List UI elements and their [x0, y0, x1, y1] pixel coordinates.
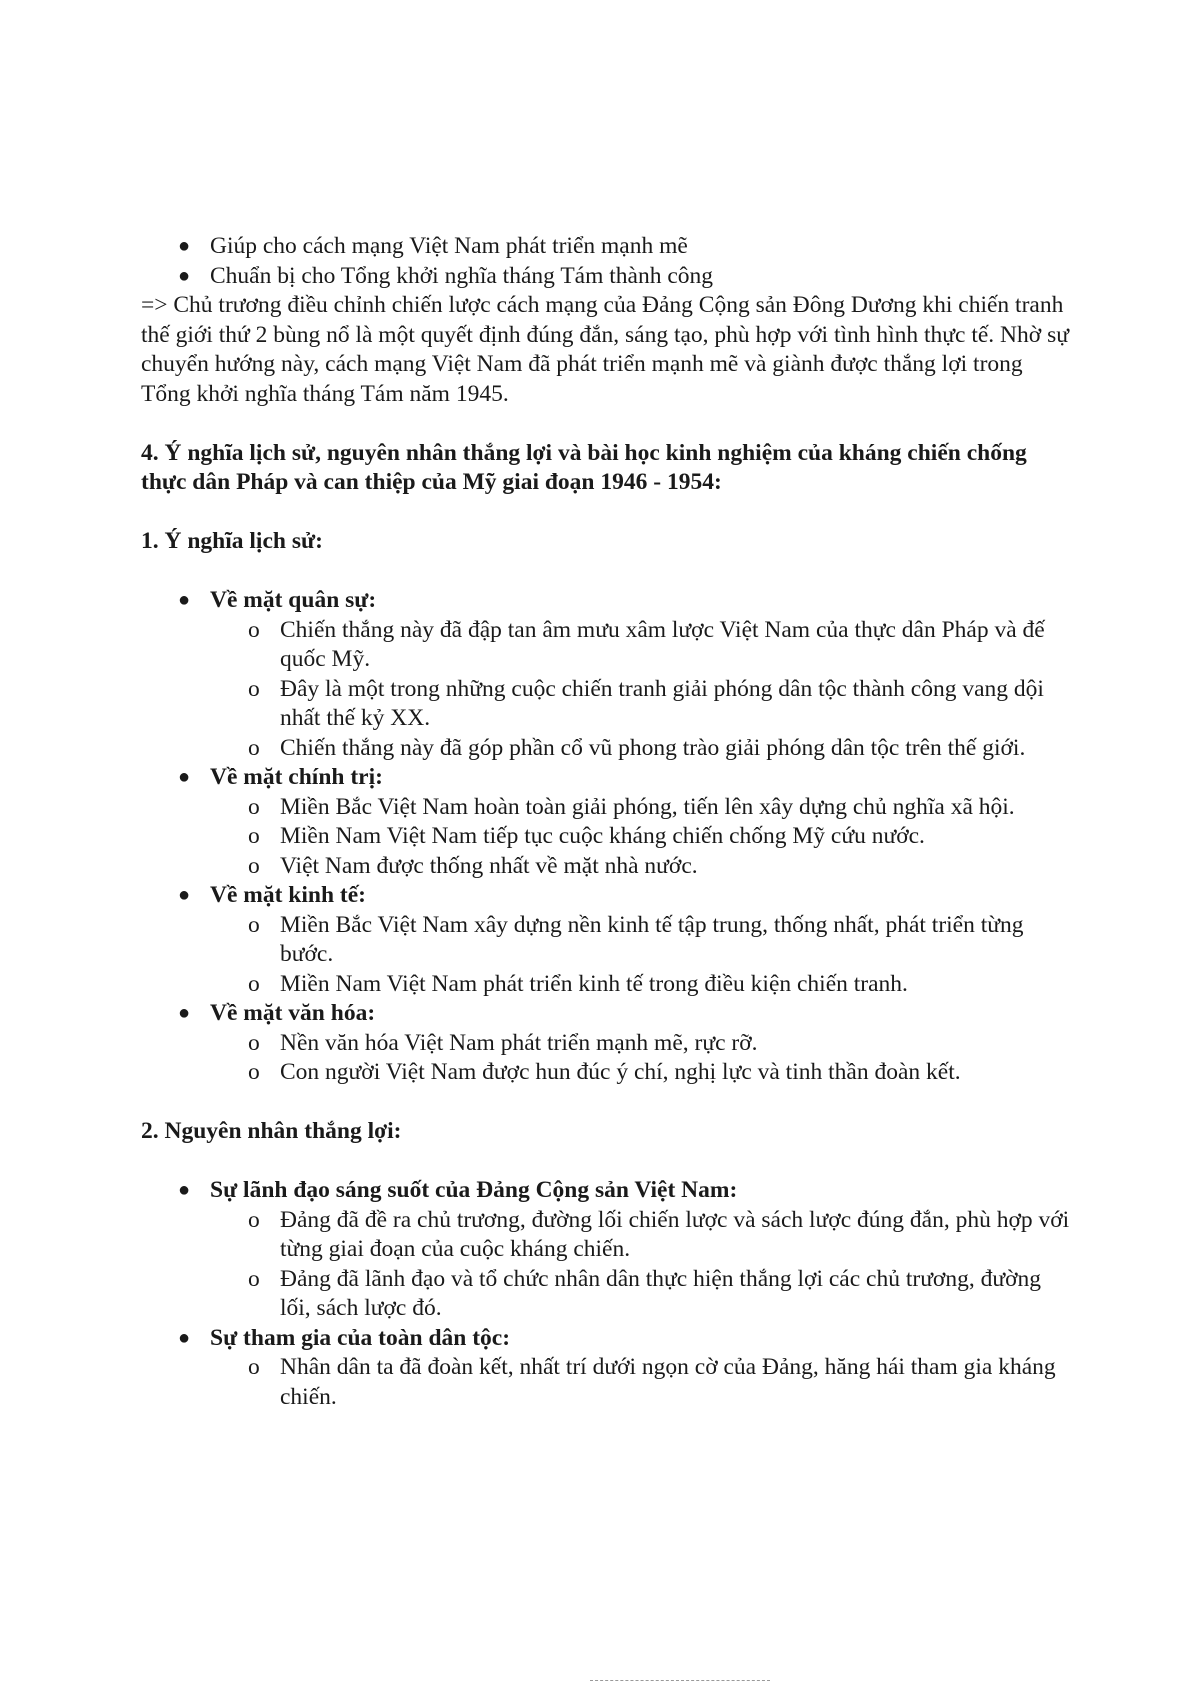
- sub-bullet-text: Đảng đã đề ra chủ trương, đường lối chiến lược và sách lược đúng đắn, phù hợp với từng giai đoạn của cuộc kháng chiến.: [280, 1206, 1070, 1262]
- sub-bullet-text: Chiến thắng này đã góp phần cổ vũ phong trào giải phóng dân tộc trên thế giới.: [280, 734, 1026, 761]
- sub-bullet-text: Miền Bắc Việt Nam hoàn toàn giải phóng, tiến lên xây dựng chủ nghĩa xã hội.: [280, 793, 1015, 820]
- bullet-text: Chuẩn bị cho Tổng khởi nghĩa tháng Tám thành công: [210, 262, 714, 289]
- bullet-item: [141, 262, 1071, 292]
- sub-bullet-text: Con người Việt Nam được hun đúc ý chí, nghị lực và tinh thần đoàn kết.: [280, 1059, 961, 1085]
- sub-bullet: [141, 1265, 1071, 1324]
- category-label: Sự lãnh đạo sáng suốt của Đảng Cộng sản Việt Nam:: [210, 1177, 738, 1203]
- sub-bullet: [141, 1058, 1071, 1088]
- category-bullet: [141, 881, 1071, 911]
- category-bullet: [141, 586, 1071, 616]
- circle-bullet-icon: o: [248, 616, 260, 643]
- category-bullet: [141, 999, 1071, 1029]
- circle-bullet-icon: o: [248, 793, 260, 820]
- sub-bullet-text: Miền Nam Việt Nam tiếp tục cuộc kháng chiến chống Mỹ cứu nước.: [280, 823, 925, 849]
- sub-bullet-text: Nền văn hóa Việt Nam phát triển mạnh mẽ, rực rỡ.: [280, 1029, 758, 1056]
- circle-bullet-icon: o: [248, 852, 260, 879]
- sub-bullet-text: Nhân dân ta đã đoàn kết, nhất trí dưới ngọn cờ của Đảng, hăng hái tham gia kháng chiến.: [280, 1354, 1056, 1410]
- sub-bullet: [141, 822, 1071, 852]
- bullet-dot-icon: ●: [178, 1002, 191, 1024]
- conclusion-paragraph: => Chủ trương điều chỉnh chiến lược cách mạng của Đảng Cộng sản Đông Dương khi chiến tranh thế giới thứ 2 bùng nổ là một quyết định đúng đắn, sáng tạo, phù hợp với tình hình thực tế. Nhờ sự chuyển hướng này, cách mạng Việt Nam đã phát triển mạnh mẽ và giành được thắng lợi trong Tổng khởi nghĩa tháng Tám năm 1945.: [141, 292, 1069, 407]
- category-label: Sự tham gia của toàn dân tộc:: [210, 1324, 511, 1351]
- sub-bullet-text: Đây là một trong những cuộc chiến tranh giải phóng dân tộc thành công vang dội nhất thế kỷ XX.: [280, 675, 1044, 731]
- circle-bullet-icon: o: [248, 1029, 260, 1056]
- circle-bullet-icon: o: [248, 970, 260, 997]
- sub-bullet-text: Miền Bắc Việt Nam xây dựng nền kinh tế tập trung, thống nhất, phát triển từng bước.: [280, 911, 1024, 967]
- category-bullet: [141, 1176, 1071, 1206]
- sub-bullet-text: Miền Nam Việt Nam phát triển kinh tế trong điều kiện chiến tranh.: [280, 970, 908, 997]
- sub-bullet: [141, 852, 1071, 882]
- sub-bullet: [141, 793, 1071, 823]
- sub-bullet: [141, 1029, 1071, 1059]
- bullet-dot-icon: ●: [178, 1179, 191, 1201]
- sub-bullet-text: Chiến thắng này đã đập tan âm mưu xâm lược Việt Nam của thực dân Pháp và đế quốc Mỹ.: [280, 616, 1045, 672]
- sub-bullet: [141, 1353, 1071, 1412]
- circle-bullet-icon: o: [248, 1354, 260, 1380]
- circle-bullet-icon: o: [248, 734, 260, 761]
- section-heading: 4. Ý nghĩa lịch sử, nguyên nhân thắng lợi và bài học kinh nghiệm của kháng chiến chống thực dân Pháp và can thiệp của Mỹ giai đoạn 1946 - 1954:: [141, 439, 1027, 495]
- bullet-dot-icon: ●: [178, 1326, 191, 1349]
- circle-bullet-icon: o: [248, 1206, 260, 1233]
- bullet-text: Giúp cho cách mạng Việt Nam phát triển mạnh mẽ: [210, 233, 688, 259]
- category-label: Về mặt văn hóa:: [210, 1000, 376, 1026]
- subsection-heading: 1. Ý nghĩa lịch sử:: [141, 528, 323, 554]
- category-bullet: [141, 763, 1071, 793]
- page-bottom-divider: [590, 1680, 770, 1682]
- bullet-dot-icon: ●: [178, 884, 191, 906]
- sub-bullet: [141, 1206, 1071, 1265]
- sub-bullet: [141, 911, 1071, 970]
- subsection-heading: 2. Nguyên nhân thắng lợi:: [141, 1118, 402, 1144]
- sub-bullet: [141, 970, 1071, 1000]
- circle-bullet-icon: o: [248, 823, 260, 849]
- bullet-dot-icon: ●: [178, 766, 191, 788]
- circle-bullet-icon: o: [248, 911, 260, 938]
- bullet-dot-icon: ●: [178, 589, 191, 611]
- sub-bullet-text: Việt Nam được thống nhất về mặt nhà nước.: [280, 852, 698, 879]
- sub-bullet: [141, 734, 1071, 764]
- sub-bullet-text: Đảng đã lãnh đạo và tổ chức nhân dân thực hiện thắng lợi các chủ trương, đường lối, sách lược đó.: [280, 1265, 1042, 1321]
- circle-bullet-icon: o: [248, 1059, 260, 1085]
- category-label: Về mặt chính trị:: [210, 764, 383, 790]
- circle-bullet-icon: o: [248, 675, 260, 702]
- sub-bullet: [141, 675, 1071, 734]
- bullet-dot-icon: ●: [178, 264, 191, 287]
- circle-bullet-icon: o: [248, 1265, 260, 1292]
- category-bullet: [141, 1324, 1071, 1354]
- bullet-item: [141, 232, 1071, 262]
- category-label: Về mặt kinh tế:: [210, 882, 366, 908]
- category-label: Về mặt quân sự:: [210, 587, 377, 613]
- sub-bullet: [141, 616, 1071, 675]
- bullet-dot-icon: ●: [178, 235, 191, 257]
